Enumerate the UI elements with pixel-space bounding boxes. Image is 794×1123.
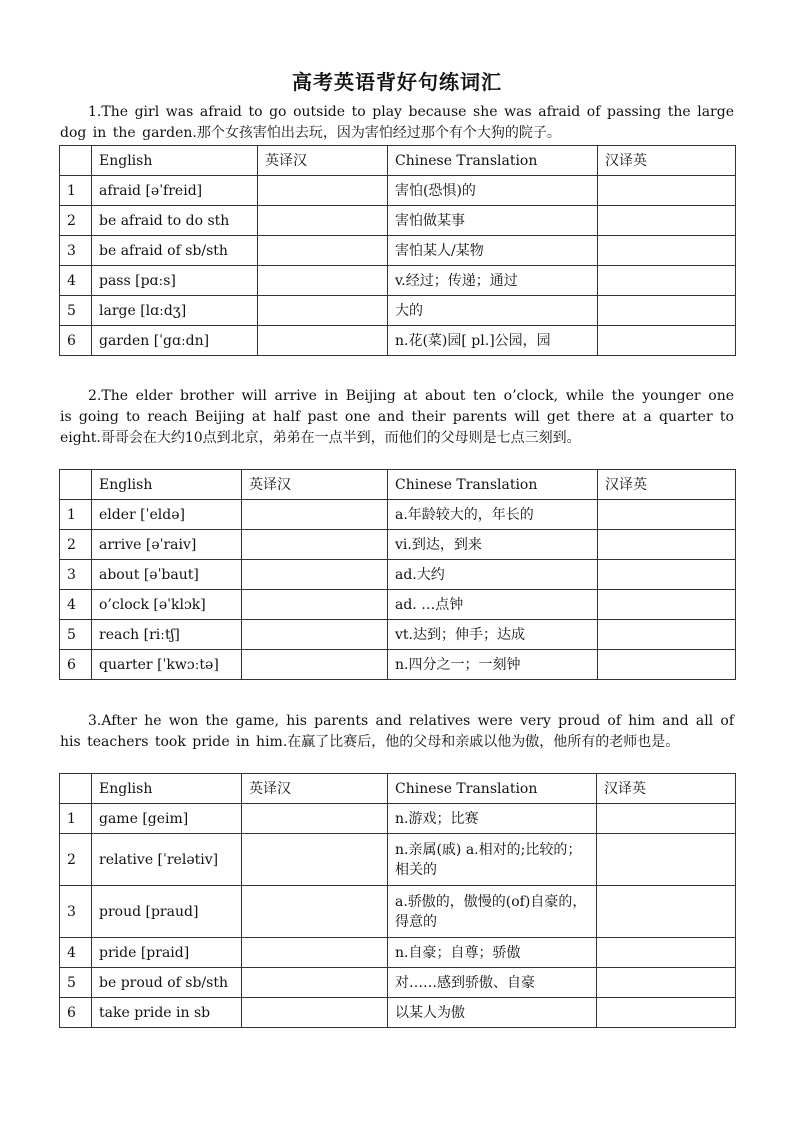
row-number: 3	[60, 236, 92, 266]
row-number: 5	[60, 296, 92, 326]
table-row	[60, 530, 736, 560]
english-term: be proud of sb/sth	[92, 968, 242, 998]
english-term: about [əˈbaut]	[92, 560, 242, 590]
english-term: quarter [ˈkwɔːtə]	[92, 650, 242, 680]
chinese-translation: n.游戏；比赛	[388, 804, 597, 834]
header-chinese-translation: Chinese Translation	[388, 146, 598, 176]
zh-to-en-blank[interactable]	[598, 620, 736, 650]
zh-to-en-blank[interactable]	[598, 176, 736, 206]
en-to-zh-blank[interactable]	[242, 650, 388, 680]
header-en-to-zh: 英译汉	[242, 774, 388, 804]
table-header-row	[60, 774, 736, 804]
chinese-translation: 害怕某人/某物	[388, 236, 598, 266]
chinese-translation: 害怕做某事	[388, 206, 598, 236]
chinese-translation: a.骄傲的，傲慢的(of)自豪的，得意的	[388, 886, 597, 938]
chinese-translation: v.经过；传递；通过	[388, 266, 598, 296]
english-term: pride [praid]	[92, 938, 242, 968]
header-zh-to-en: 汉译英	[598, 146, 736, 176]
chinese-translation: a.年龄较大的，年长的	[388, 500, 598, 530]
vocab-table-1	[59, 145, 736, 356]
table-row	[60, 500, 736, 530]
english-term: be afraid of sb/sth	[92, 236, 258, 266]
en-to-zh-blank[interactable]	[242, 938, 388, 968]
zh-to-en-blank[interactable]	[598, 500, 736, 530]
header-english: English	[92, 146, 258, 176]
chinese-translation: n.四分之一；一刻钟	[388, 650, 598, 680]
english-term: o’clock [əˈklɔk]	[92, 590, 242, 620]
english-term: garden [ˈgɑːdn]	[92, 326, 258, 356]
zh-to-en-blank[interactable]	[598, 266, 736, 296]
vocab-table-2	[59, 469, 736, 680]
english-term: be afraid to do sth	[92, 206, 258, 236]
header-chinese-translation: Chinese Translation	[388, 774, 597, 804]
header-english: English	[92, 470, 242, 500]
zh-to-en-blank[interactable]	[597, 834, 736, 886]
table-row	[60, 560, 736, 590]
chinese-translation: vt.达到；伸手；达成	[388, 620, 598, 650]
zh-to-en-blank[interactable]	[598, 590, 736, 620]
header-english: English	[92, 774, 242, 804]
row-number: 1	[60, 500, 92, 530]
row-number: 5	[60, 968, 92, 998]
table-row	[60, 206, 736, 236]
zh-to-en-blank[interactable]	[597, 938, 736, 968]
example-sentence-3: 3.After he won the game, his parents and relatives were very proud of him and all of his teachers took pride in him.在赢了比赛后，他的父母和亲戚以他为傲，他所有的老师也是。	[60, 713, 734, 750]
zh-to-en-blank[interactable]	[597, 886, 736, 938]
en-to-zh-blank[interactable]	[258, 206, 388, 236]
table-row	[60, 266, 736, 296]
table-row	[60, 968, 736, 998]
zh-to-en-blank[interactable]	[598, 326, 736, 356]
table-header-row	[60, 146, 736, 176]
row-number: 6	[60, 998, 92, 1028]
english-term: proud [praud]	[92, 886, 242, 938]
vocab-table-3	[59, 773, 736, 1028]
en-to-zh-blank[interactable]	[258, 236, 388, 266]
en-to-zh-blank[interactable]	[242, 804, 388, 834]
en-to-zh-blank[interactable]	[242, 886, 388, 938]
table-row	[60, 886, 736, 938]
chinese-translation: 大的	[388, 296, 598, 326]
table-row	[60, 176, 736, 206]
zh-to-en-blank[interactable]	[598, 236, 736, 266]
header-zh-to-en: 汉译英	[598, 470, 736, 500]
chinese-translation: 对……感到骄傲、自豪	[388, 968, 597, 998]
row-number: 6	[60, 326, 92, 356]
table-row	[60, 590, 736, 620]
table-row	[60, 296, 736, 326]
chinese-translation: n.自豪；自尊；骄傲	[388, 938, 597, 968]
chinese-translation: n.花(菜)园[ pl.]公园，园	[388, 326, 598, 356]
en-to-zh-blank[interactable]	[242, 500, 388, 530]
chinese-translation: vi.到达，到来	[388, 530, 598, 560]
zh-to-en-blank[interactable]	[598, 206, 736, 236]
row-number: 2	[60, 206, 92, 236]
row-number: 6	[60, 650, 92, 680]
english-term: game [geim]	[92, 804, 242, 834]
header-num	[60, 470, 92, 500]
zh-to-en-blank[interactable]	[598, 296, 736, 326]
table-row	[60, 326, 736, 356]
table-row	[60, 650, 736, 680]
chinese-translation: ad.大约	[388, 560, 598, 590]
en-to-zh-blank[interactable]	[258, 176, 388, 206]
en-to-zh-blank[interactable]	[242, 620, 388, 650]
en-to-zh-blank[interactable]	[258, 326, 388, 356]
row-number: 4	[60, 590, 92, 620]
example-sentence-1: 1.The girl was afraid to go outside to play because she was afraid of passing the large dog in the garden.那个女孩害怕出去玩，因为害怕经过那个有个大狗的院子。	[60, 104, 734, 141]
english-term: large [lɑːdʒ]	[92, 296, 258, 326]
header-en-to-zh: 英译汉	[258, 146, 388, 176]
chinese-translation: 害怕(恐惧)的	[388, 176, 598, 206]
zh-to-en-blank[interactable]	[598, 530, 736, 560]
english-term: take pride in sb	[92, 998, 242, 1028]
english-term: arrive [əˈraiv]	[92, 530, 242, 560]
zh-to-en-blank[interactable]	[597, 968, 736, 998]
chinese-translation: 以某人为傲	[388, 998, 597, 1028]
table-row	[60, 236, 736, 266]
chinese-translation: n.亲属(戚) a.相对的;比较的；相关的	[388, 834, 597, 886]
en-to-zh-blank[interactable]	[258, 266, 388, 296]
en-to-zh-blank[interactable]	[242, 998, 388, 1028]
row-number: 1	[60, 176, 92, 206]
en-to-zh-blank[interactable]	[242, 590, 388, 620]
table-row	[60, 834, 736, 886]
zh-to-en-blank[interactable]	[597, 998, 736, 1028]
english-term: pass [pɑːs]	[92, 266, 258, 296]
zh-to-en-blank[interactable]	[598, 560, 736, 590]
row-number: 2	[60, 834, 92, 886]
header-zh-to-en: 汉译英	[597, 774, 736, 804]
chinese-translation: ad. …点钟	[388, 590, 598, 620]
header-chinese-translation: Chinese Translation	[388, 470, 598, 500]
row-number: 3	[60, 886, 92, 938]
zh-to-en-blank[interactable]	[597, 804, 736, 834]
header-num	[60, 146, 92, 176]
page-title: 高考英语背好句练词汇	[292, 70, 502, 94]
english-term: elder [ˈeldə]	[92, 500, 242, 530]
zh-to-en-blank[interactable]	[598, 650, 736, 680]
english-term: afraid [əˈfreid]	[92, 176, 258, 206]
row-number: 4	[60, 938, 92, 968]
en-to-zh-blank[interactable]	[242, 834, 388, 886]
example-sentence-2: 2.The elder brother will arrive in Beijing at about ten o’clock, while the younger one is going to reach Beijing at half past one and their parents will get there at a quarter to eight.哥哥会在大约10点到北京，弟弟在一点半到，而他们的父母则是七点三刻到。	[60, 388, 734, 446]
table-row	[60, 938, 736, 968]
en-to-zh-blank[interactable]	[258, 296, 388, 326]
header-num	[60, 774, 92, 804]
english-term: reach [riːtʃ]	[92, 620, 242, 650]
row-number: 5	[60, 620, 92, 650]
row-number: 4	[60, 266, 92, 296]
en-to-zh-blank[interactable]	[242, 968, 388, 998]
row-number: 1	[60, 804, 92, 834]
table-header-row	[60, 470, 736, 500]
table-row	[60, 620, 736, 650]
header-en-to-zh: 英译汉	[242, 470, 388, 500]
en-to-zh-blank[interactable]	[242, 530, 388, 560]
row-number: 2	[60, 530, 92, 560]
english-term: relative [ˈrelətiv]	[92, 834, 242, 886]
row-number: 3	[60, 560, 92, 590]
table-row	[60, 998, 736, 1028]
table-row	[60, 804, 736, 834]
en-to-zh-blank[interactable]	[242, 560, 388, 590]
